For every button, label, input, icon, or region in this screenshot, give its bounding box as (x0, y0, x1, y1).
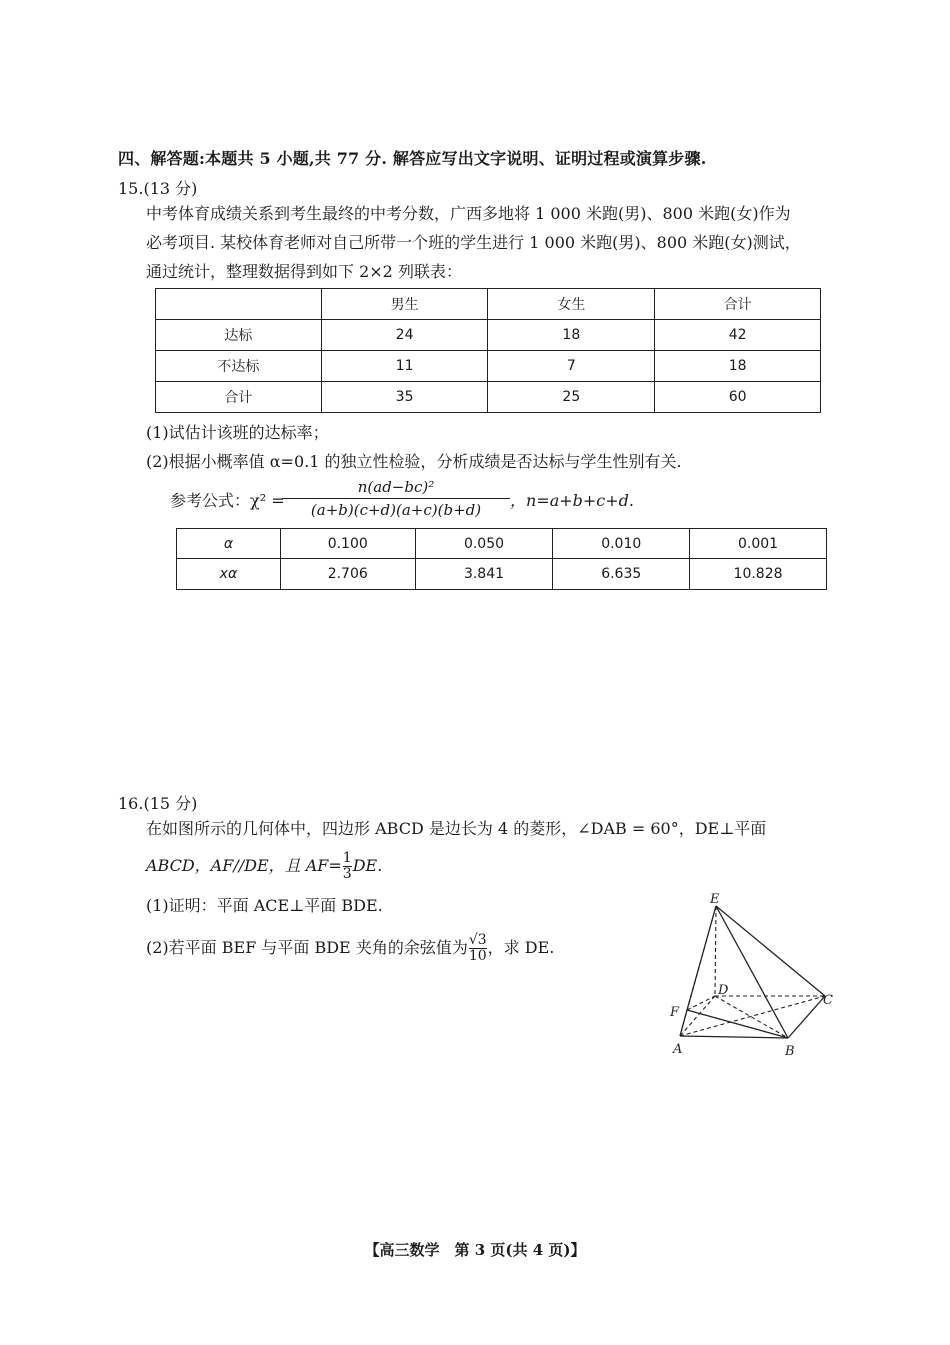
table-cell: 35 (321, 382, 488, 413)
table-row (156, 351, 821, 382)
q16-part-2 (146, 928, 554, 968)
edge-FB (687, 1010, 788, 1038)
fraction-bar (282, 498, 510, 499)
formula-numerator: n(ad−bc)² (357, 478, 435, 496)
formula-tail: ，n=a+b+c+d. (510, 491, 635, 510)
edge-BC (788, 996, 825, 1038)
table-cell: 18 (488, 320, 655, 351)
table-cell: xα (177, 559, 281, 590)
table-cell: 25 (488, 382, 655, 413)
page-footer: 【高三数学 第 3 页(共 4 页)】 (364, 1241, 586, 1259)
one-third-fraction (343, 851, 352, 882)
table-row (177, 529, 827, 559)
formula-fraction (282, 478, 510, 519)
q15-number: 15.(13 分) (118, 179, 198, 198)
q16-part-2-tail: ，求 DE. (487, 938, 555, 957)
formula-label: 参考公式：χ² = (170, 491, 285, 510)
table-header-cell: 男生 (321, 289, 488, 320)
label-E: E (710, 892, 720, 907)
label-A: A (673, 1042, 683, 1057)
table-row (156, 320, 821, 351)
q16-line-1: 在如图所示的几何体中，四边形 ABCD 是边长为 4 的菱形，∠DAB = 60°，DE⊥平面 (146, 819, 767, 838)
polyhedron-figure (660, 888, 850, 1063)
critical-value-table (176, 528, 827, 590)
q15-intro-line-1: 中考体育成绩关系到考生最终的中考分数，广西多地将 1 000 米跑(男)、800 米跑(女)作为 (146, 204, 791, 223)
table-cell: 42 (655, 320, 821, 351)
table-cell: 不达标 (156, 351, 322, 382)
label-C: C (823, 993, 833, 1008)
table-cell: 达标 (156, 320, 322, 351)
q16-part-1: (1)证明：平面 ACE⊥平面 BDE. (146, 896, 383, 915)
table-header-cell (156, 289, 322, 320)
table-cell: 11 (321, 351, 488, 382)
section-heading: 四、解答题:本题共 5 小题,共 77 分. 解答应写出文字说明、证明过程或演算步骤. (118, 149, 707, 168)
formula-denominator: (a+b)(c+d)(a+c)(b+d) (310, 501, 482, 519)
table-cell: 10.828 (690, 559, 827, 590)
table-cell: 3.841 (415, 559, 553, 590)
table-cell: 2.706 (280, 559, 415, 590)
q15-part-1: (1)试估计该班的达标率； (146, 423, 329, 442)
table-cell: 0.050 (415, 529, 553, 559)
table-cell: 0.010 (553, 529, 690, 559)
q15-intro-line-2: 必考项目. 某校体育老师对自己所带一个班的学生进行 1 000 米跑(男)、800 米跑(女)测试， (146, 233, 801, 252)
q15-part-2: (2)根据小概率值 α=0.1 的独立性检验，分析成绩是否达标与学生性别有关. (146, 452, 682, 471)
table-cell: 0.100 (280, 529, 415, 559)
label-D: D (718, 983, 729, 998)
edge-FD (687, 996, 715, 1010)
edge-ED (715, 906, 716, 996)
q16-number: 16.(15 分) (118, 794, 198, 813)
contingency-table (155, 288, 821, 413)
fraction-numerator: 1 (342, 850, 352, 866)
q16-line-2-tail: DE. (352, 856, 383, 875)
fraction-denominator: 3 (342, 866, 352, 882)
table-cell: 6.635 (553, 559, 690, 590)
table-cell: 18 (655, 351, 821, 382)
fraction-numerator: √3 (468, 932, 487, 948)
label-F: F (670, 1005, 680, 1020)
table-row (177, 559, 827, 590)
q16-line-2-text: ABCD，AF//DE，且 AF= (146, 856, 342, 875)
q15-intro-line-3: 通过统计，整理数据得到如下 2×2 列联表： (146, 262, 462, 281)
sqrt3-over-10-fraction (469, 933, 487, 964)
table-header-row (156, 289, 821, 320)
fraction-denominator: 10 (468, 948, 487, 964)
table-header-cell: 女生 (488, 289, 655, 320)
table-header-cell: 合计 (655, 289, 821, 320)
edge-AC (680, 996, 825, 1036)
q16-line-2 (146, 846, 382, 886)
edge-AB (680, 1036, 788, 1038)
table-cell: 24 (321, 320, 488, 351)
edge-EB (716, 906, 788, 1038)
label-B: B (785, 1044, 795, 1059)
edge-EC (716, 906, 825, 996)
table-cell: 0.001 (690, 529, 827, 559)
table-cell: 7 (488, 351, 655, 382)
table-cell: α (177, 529, 281, 559)
table-cell: 合计 (156, 382, 322, 413)
table-cell: 60 (655, 382, 821, 413)
table-row (156, 382, 821, 413)
q16-part-2-text: (2)若平面 BEF 与平面 BDE 夹角的余弦值为 (146, 938, 468, 957)
